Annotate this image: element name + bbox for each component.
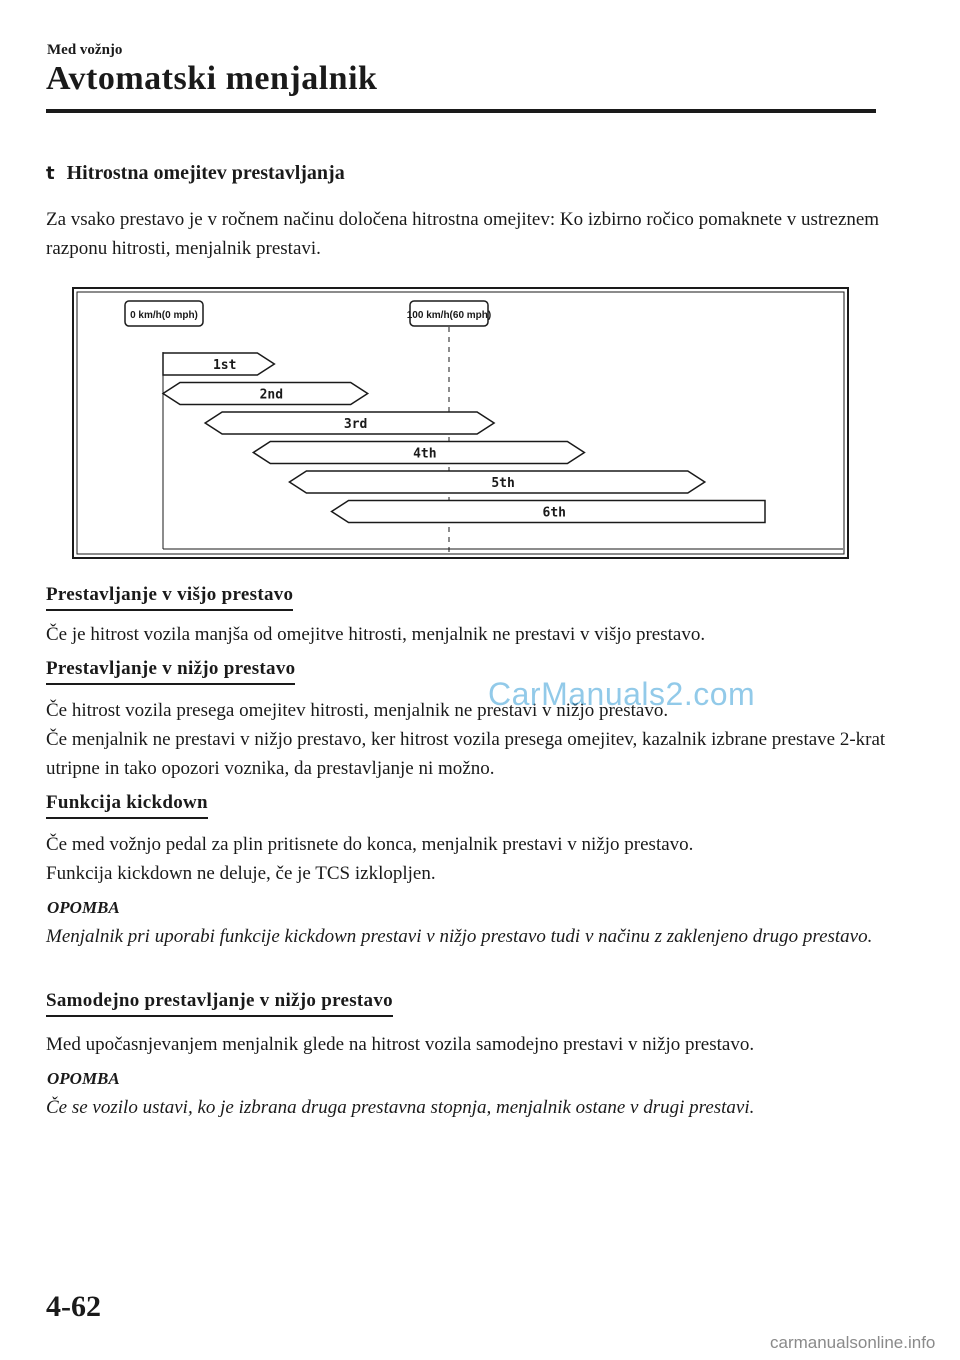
note-label-1: OPOMBA — [47, 898, 120, 917]
speed-limit-heading — [46, 162, 345, 185]
kickdown-text-1: Če med vožnjo pedal za plin pritisnete do konca, menjalnik prestavi v nižjo prestavo. — [46, 834, 694, 855]
note-text-2: Če se vozilo ustavi, ko je izbrana druga prestavna stopnja, menjalnik ostane v drugi prestavi. — [46, 1097, 755, 1118]
note-label-2: OPOMBA — [47, 1069, 120, 1088]
speed-limit-title: Hitrostna omejitev prestavljanja — [66, 162, 345, 184]
kickdown-text-2: Funkcija kickdown ne deluje, če je TCS izklopljen. — [46, 863, 436, 884]
gear-label-2nd: 2nd — [259, 387, 284, 403]
gear-label-4th: 4th — [413, 446, 437, 462]
footer-site: carmanualsonline.info — [770, 1333, 936, 1352]
section-label: Med vožnjo — [47, 42, 123, 58]
watermark: CarManuals2.com — [488, 676, 756, 712]
gear-label-5th: 5th — [491, 476, 515, 491]
gear-speed-diagram — [72, 287, 849, 559]
page-title: Avtomatski menjalnik — [46, 60, 378, 97]
upshift-heading: Prestavljanje v višjo prestavo — [46, 584, 293, 611]
auto-downshift-text: Med upočasnjevanjem menjalnik glede na hitrost vozila samodejno prestavi v nižjo prestavo. — [46, 1034, 755, 1055]
kickdown-heading: Funkcija kickdown — [46, 792, 208, 819]
downshift-text-2: Če menjalnik ne prestavi v nižjo prestavo, ker hitrost vozila presega omejitev, kazalnik izbrane prestave 2-krat utripne in tako opozori voznika, da prestavljanje ni možno. — [46, 729, 886, 779]
auto-downshift-heading: Samodejno prestavljanje v nižjo prestavo — [46, 990, 393, 1017]
gear-range-chart — [72, 287, 849, 559]
header-divider — [46, 109, 876, 113]
downshift-text-1: Če hitrost vozila presega omejitev hitrosti, menjalnik ne prestavi v nižjo prestavo. — [46, 700, 669, 721]
page-number: 4-62 — [46, 1290, 101, 1323]
speed-limit-text: Za vsako prestavo je v ročnem načinu določena hitrostna omejitev: Ko izbirno ročico pomaknete v ustreznem razponu hitrosti, menjalnik prestavi. — [46, 209, 880, 259]
downshift-heading: Prestavljanje v nižjo prestavo — [46, 658, 295, 685]
gear-label-1st: 1st — [212, 358, 237, 373]
speed-label-0: 0 km/h(0 mph) — [130, 310, 198, 321]
gear-label-3rd: 3rd — [343, 417, 368, 432]
speed-label-1: 100 km/h(60 mph) — [406, 310, 492, 321]
upshift-text: Če je hitrost vozila manjša od omejitve hitrosti, menjalnik ne prestavi v višjo prestavo. — [46, 624, 706, 645]
note-text-1: Menjalnik pri uporabi funkcije kickdown prestavi v nižjo prestavo tudi v načinu z zaklenjeno drugo prestavo. — [46, 926, 873, 947]
bullet-icon: t — [46, 163, 55, 184]
gear-label-6th: 6th — [542, 505, 567, 521]
